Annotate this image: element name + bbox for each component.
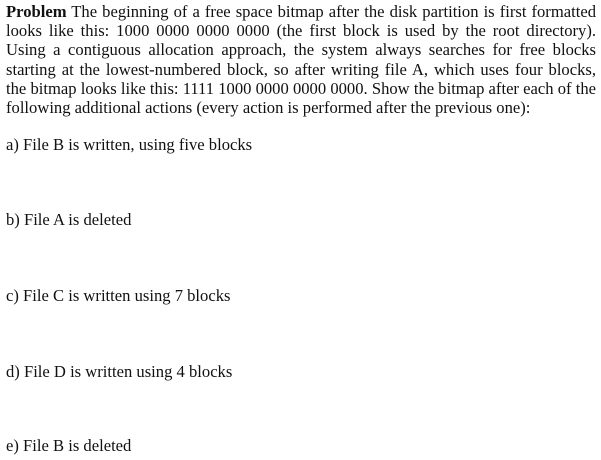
part-e: e) File B is deleted [6, 436, 132, 455]
part-c: c) File C is written using 7 blocks [6, 286, 231, 305]
part-a: a) File B is written, using five blocks [6, 135, 253, 154]
part-d: d) File D is written using 4 blocks [6, 362, 233, 381]
problem-label: Problem [6, 2, 67, 21]
problem-statement [6, 2, 596, 117]
part-b: b) File A is deleted [6, 210, 132, 229]
problem-text: The beginning of a free space bitmap after the disk partition is first formatted looks like this: 1000 0000 0000 0000 (the first block is used by the root directory). Using a contiguous allocation approach, the system always searches for free blocks starting at the lowest-numbered block, so after writing file A, which uses four blocks, the bitmap looks like this: 1111 1000 0000 0000 0000. Show the bitmap after each of the following additional actions (every action is performed after the previous one): [6, 2, 596, 118]
